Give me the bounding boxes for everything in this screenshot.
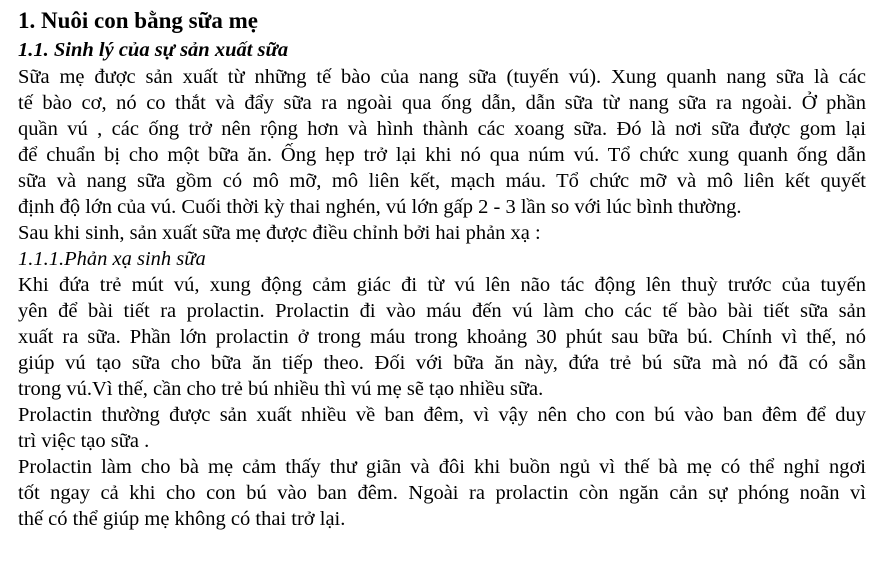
paragraph-line: Khi đứa trẻ mút vú, xung động cảm giác đi từ vú lên não tác động lên thuỳ trước của tuyến	[18, 274, 866, 296]
paragraph-line: sữa và nang sữa gồm có mô mỡ, mô liên kết, mạch máu. Tổ chức mỡ và mô liên kết quyết	[18, 170, 866, 192]
paragraph-line: để chuẩn bị cho một bữa ăn. Ống hẹp trở lại khi nó qua núm vú. Tổ chức xung quanh ống dẫn	[18, 144, 866, 166]
subsection-heading: 1.1. Sinh lý của sự sản xuất sữa	[18, 39, 289, 61]
paragraph-line: Sau khi sinh, sản xuất sữa mẹ được điều chỉnh bởi hai phản xạ :	[18, 222, 541, 244]
paragraph-line: Prolactin làm cho bà mẹ cảm thấy thư giãn và đôi khi buồn ngủ vì thế bà mẹ có thể nghỉ ngơi	[18, 456, 866, 478]
paragraph-line: thế có thể giúp mẹ không có thai trở lại.	[18, 508, 346, 530]
paragraph-line: Sữa mẹ được sản xuất từ những tế bào của nang sữa (tuyến vú). Xung quanh nang sữa là các	[18, 66, 866, 88]
paragraph-line: xuất ra sữa. Phần lớn prolactin ở trong máu trong khoảng 30 phút sau bữa bú. Chính vì thế, nó	[18, 326, 866, 348]
paragraph-line: trong vú.Vì thế, cần cho trẻ bú nhiều thì vú mẹ sẽ tạo nhiều sữa.	[18, 378, 544, 400]
paragraph-line: tốt ngay cả khi cho con bú vào ban đêm. Ngoài ra prolactin còn ngăn cản sự phóng noãn vì	[18, 482, 866, 504]
paragraph-line: trì việc tạo sữa .	[18, 430, 150, 452]
paragraph-line: Prolactin thường được sản xuất nhiều về ban đêm, vì vậy nên cho con bú vào ban đêm để duy	[18, 404, 866, 426]
paragraph-line: yên để bài tiết ra prolactin. Prolactin đi vào máu đến vú làm cho các tế bào bài tiết sữa sản	[18, 300, 866, 322]
paragraph-line: định độ lớn của vú. Cuối thời kỳ thai nghén, vú lớn gấp 2 - 3 lần so với lúc bình thường.	[18, 196, 742, 218]
paragraph-line: quần vú , các ống trở nên rộng hơn và hình thành các xoang sữa. Đó là nơi sữa được gom lại	[18, 118, 866, 140]
sub-subsection-heading: 1.1.1.Phản xạ sinh sữa	[18, 248, 206, 270]
paragraph-line: tế bào cơ, nó co thắt và đẩy sữa ra ngoài qua ống dẫn, dẫn sữa từ nang sữa ra ngoài. Ở phần	[18, 92, 866, 114]
paragraph-line: giúp vú tạo sữa cho bữa ăn tiếp theo. Đối với bữa ăn này, đứa trẻ bú sữa mà nó đã có sẵn	[18, 352, 866, 374]
section-heading: 1. Nuôi con bằng sữa mẹ	[18, 8, 258, 33]
